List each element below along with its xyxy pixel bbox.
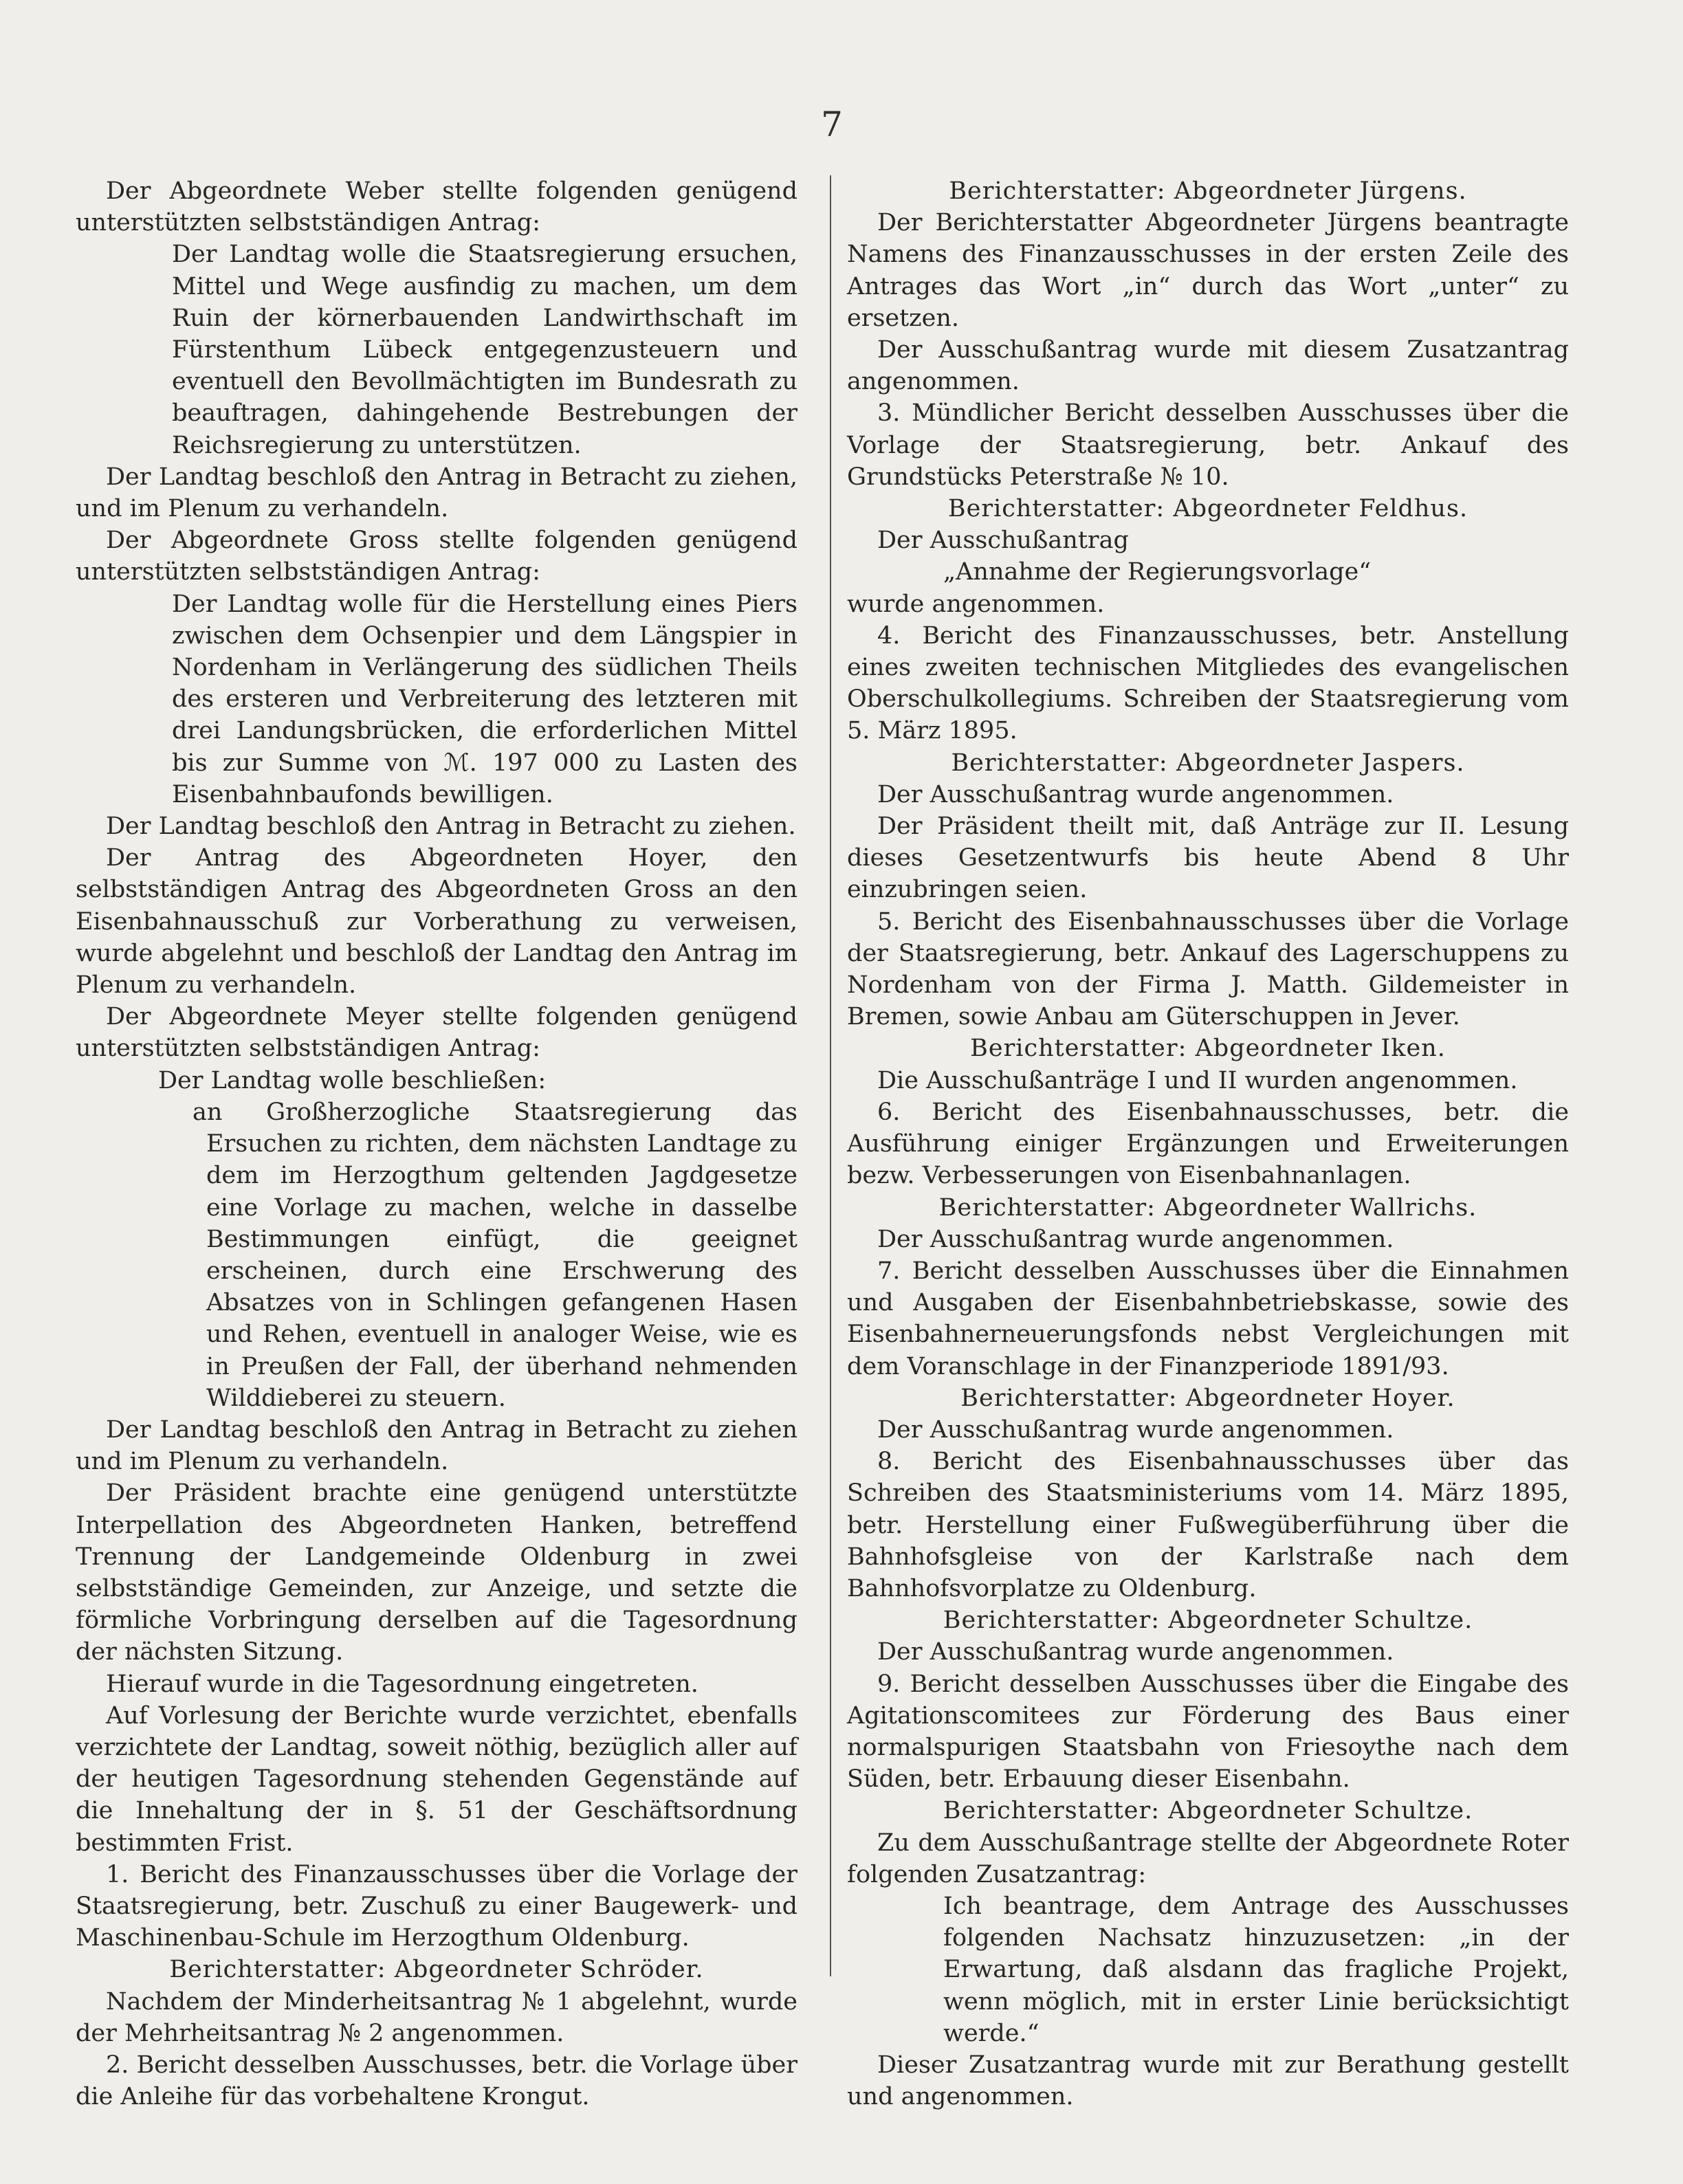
paragraph: Der Abgeordnete Gross stellte folgenden genügend unterstützten selbstständigen Antrag: xyxy=(76,527,798,586)
paragraph: Die Ausschußanträge I und II wurden angenommen. xyxy=(877,1066,1518,1094)
left-column xyxy=(76,175,798,2113)
paragraph: Berichterstatter: Abgeordneter Schultze. xyxy=(943,1607,1473,1635)
paragraph: Berichterstatter: Abgeordneter Feldhus. xyxy=(947,495,1468,523)
paragraph: 7. Bericht desselben Ausschusses über die Einnahmen und Ausgaben der Eisenbahnbetriebskasse, sowie des Eisenbahnerneuerungsfonds nebst Vergleichungen mit dem Voranschlage in der Finanzperiode 1891/93. xyxy=(847,1257,1569,1380)
paragraph: Berichterstatter: Abgeordneter Iken. xyxy=(970,1035,1446,1063)
paragraph: 8. Bericht des Eisenbahnausschusses über das Schreiben des Staatsministeriums vom 14. März 1895, betr. Herstellung einer Fußwegüberführung über die Bahnhofsgleise von der Karlstraße nach dem Bahnhofsvorplatze zu Oldenburg. xyxy=(847,1448,1569,1602)
paragraph: Auf Vorlesung der Berichte wurde verzichtet, ebenfalls verzichtete der Landtag, soweit nöthig, bezüglich aller auf der heutigen Tagesordnung stehenden Gegenstände auf die Innehaltung der in §. 51 der Geschäftsordnung bestimmten Frist. xyxy=(76,1701,798,1857)
paragraph: Der Landtag beschloß den Antrag in Betracht zu ziehen und im Plenum zu verhandeln. xyxy=(76,1415,798,1476)
paragraph: Der Antrag des Abgeordneten Hoyer, den selbstständigen Antrag des Abgeordneten Gross an den Eisenbahnausschuß zur Vorberathung zu verweisen, wurde abgelehnt und beschloß der Landtag den Antrag im Plenum zu verhandeln. xyxy=(76,844,798,1000)
paragraph: Der Landtag wolle für die Herstellung eines Piers zwischen dem Ochsenpier und dem Längspier in Nordenham in Verlängerung des südlichen Theils des ersteren und Verbreiterung des letzteren mit drei Landungsbrücken, die erforderlichen Mittel bis zur Summe von ℳ. 197 000 zu Lasten des Eisenbahnbaufonds bewilligen. xyxy=(172,590,798,808)
paragraph: Nachdem der Minderheitsantrag № 1 abgelehnt, wurde der Mehrheitsantrag № 2 angenommen. xyxy=(76,1987,798,2047)
paragraph: Der Landtag beschloß den Antrag in Betracht zu ziehen, und im Plenum zu verhandeln. xyxy=(76,463,798,523)
paragraph: Der Ausschußantrag wurde angenommen. xyxy=(877,1415,1394,1444)
paragraph: Berichterstatter: Abgeordneter Jürgens. xyxy=(949,177,1467,205)
paragraph: 1. Bericht des Finanzausschusses über die Vorlage der Staatsregierung, betr. Zuschuß zu einer Baugewerk- und Maschinenbau-Schule im Herzogthum Oldenburg. xyxy=(76,1860,798,1952)
paragraph: Der Berichterstatter Abgeordneter Jürgens beantragte Namens des Finanzausschusses in der ersten Zeile des Antrages das Wort „in“ durch das Wort „unter“ zu ersetzen. xyxy=(847,209,1569,332)
paragraph: 2. Bericht desselben Ausschusses, betr. die Vorlage über die Anleihe für das vorbehaltene Krongut. xyxy=(76,2051,798,2111)
column-divider xyxy=(830,175,831,1976)
paragraph: 5. Bericht des Eisenbahnausschusses über die Vorlage der Staatsregierung, betr. Ankauf des Lagerschuppens zu Nordenham von der Firma J. Matth. Gildemeister in Bremen, sowie Anbau am Güterschuppen in Jever. xyxy=(847,907,1569,1031)
paragraph: Der Ausschußantrag xyxy=(877,527,1129,555)
paragraph: Der Präsident brachte eine genügend unterstützte Interpellation des Abgeordneten Hanken, betreffend Trennung der Landgemeinde Oldenburg in zwei selbstständige Gemeinden, zur Anzeige, und setzte die förmliche Vorbringung derselben auf die Tagesordnung der nächsten Sitzung. xyxy=(76,1479,798,1666)
paragraph: Der Ausschußantrag wurde mit diesem Zusatzantrag angenommen. xyxy=(847,336,1569,396)
page-number: 7 xyxy=(821,104,843,144)
paragraph: Der Ausschußantrag wurde angenommen. xyxy=(877,780,1394,808)
paragraph: wurde angenommen. xyxy=(847,590,1105,618)
paragraph: Der Landtag wolle die Staatsregierung ersuchen, Mittel und Wege ausfindig zu machen, um dem Ruin der körnerbauenden Landwirthschaft im Fürstenthum Lübeck entgegenzusteuern und eventuell den Bevollmächtigten im Bundesrath zu beauftragen, dahingehende Bestrebungen der Reichsregierung zu unterstützen. xyxy=(172,241,798,459)
paragraph: Der Abgeordnete Meyer stellte folgenden genügend unterstützten selbstständigen Antrag: xyxy=(76,1003,798,1063)
paragraph: 4. Bericht des Finanzausschusses, betr. Anstellung eines zweiten technischen Mitgliedes des evangelischen Oberschulkollegiums. Schreiben der Staatsregierung vom 5. März 1895. xyxy=(847,621,1569,745)
paragraph: Der Ausschußantrag wurde angenommen. xyxy=(877,1225,1394,1253)
paragraph: Berichterstatter: Abgeordneter Jaspers. xyxy=(951,749,1465,777)
paragraph: Zu dem Ausschußantrage stellte der Abgeordnete Roter folgenden Zusatzantrag: xyxy=(847,1829,1569,1888)
paragraph: Berichterstatter: Abgeordneter Schultze. xyxy=(943,1797,1473,1825)
paragraph: Dieser Zusatzantrag wurde mit zur Berathung gestellt und angenommen. xyxy=(847,2051,1569,2111)
paragraph: „Annahme der Regierungsvorlage“ xyxy=(943,558,1372,586)
paragraph: an Großherzogliche Staatsregierung das Ersuchen zu richten, dem nächsten Landtage zu dem im Herzogthum geltenden Jagdgesetze eine Vorlage zu machen, welche in dasselbe Bestimmungen einfügt, die geeignet erscheinen, durch eine Erschwerung des Absatzes von in Schlingen gefangenen Hasen und Rehen, eventuell in analoger Weise, wie es in Preußen der Fall, der überhand nehmenden Wilddieberei zu steuern. xyxy=(192,1098,798,1412)
paragraph: 6. Bericht des Eisenbahnausschusses, betr. die Ausführung einiger Ergänzungen und Erweiterungen bezw. Verbesserungen von Eisenbahnanlagen. xyxy=(847,1098,1569,1190)
paragraph: 9. Bericht desselben Ausschusses über die Eingabe des Agitationscomitees zur Förderung des Baus einer normalspurigen Staatsbahn von Friesoythe nach dem Süden, betr. Erbauung dieser Eisenbahn. xyxy=(847,1670,1569,1794)
paragraph: Berichterstatter: Abgeordneter Wallrichs. xyxy=(938,1193,1477,1222)
paragraph: Der Landtag beschloß den Antrag in Betracht zu ziehen. xyxy=(106,813,796,841)
paragraph: Der Präsident theilt mit, daß Anträge zur II. Lesung dieses Gesetzentwurfs bis heute Abend 8 Uhr einzubringen seien. xyxy=(847,813,1569,904)
paragraph: Der Abgeordnete Weber stellte folgenden genügend unterstützten selbstständigen Antrag: xyxy=(76,177,798,237)
paragraph: Hierauf wurde in die Tagesordnung eingetreten. xyxy=(106,1670,698,1698)
paragraph: Der Landtag wolle beschließen: xyxy=(158,1066,547,1094)
right-column xyxy=(847,175,1569,2113)
paragraph: Der Ausschußantrag wurde angenommen. xyxy=(877,1638,1394,1666)
paragraph: Ich beantrage, dem Antrage des Ausschusses folgenden Nachsatz hinzuzusetzen: „in der Erwartung, daß alsdann das fragliche Projekt, wenn möglich, mit in erster Linie berücksichtigt werde.“ xyxy=(943,1892,1569,2047)
paragraph: 3. Mündlicher Bericht desselben Ausschusses über die Vorlage der Staatsregierung, betr. Ankauf des Grundstücks Peterstraße № 10. xyxy=(847,399,1569,491)
paragraph: Berichterstatter: Abgeordneter Hoyer. xyxy=(960,1384,1455,1412)
paragraph: Berichterstatter: Abgeordneter Schröder. xyxy=(169,1956,704,1984)
